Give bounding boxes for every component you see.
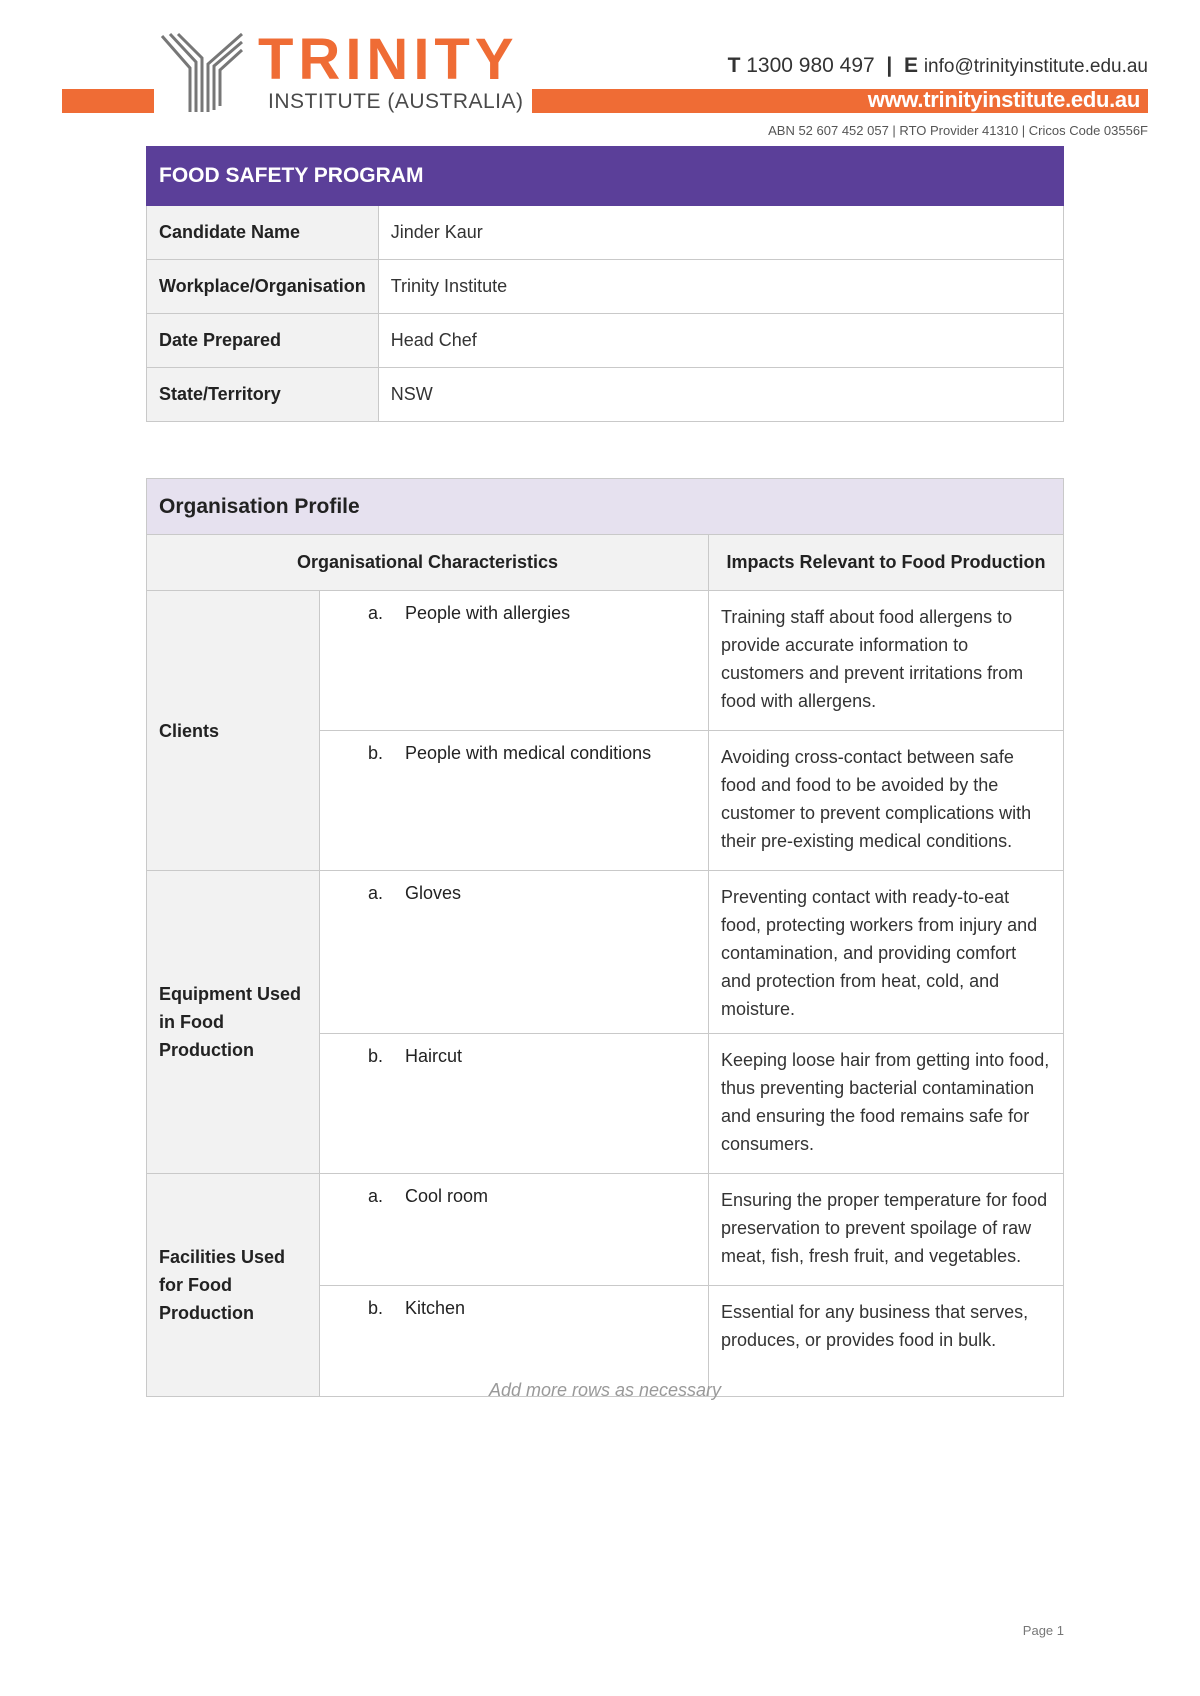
- characteristic-text: Gloves: [405, 883, 462, 903]
- impact-text: Keeping loose hair from getting into food, thus preventing bacterial contamination and ensuring the food remains safe for consumers.: [709, 1034, 1064, 1174]
- group-label: Clients: [147, 591, 320, 871]
- impact-text: Essential for any business that serves, produces, or provides food in bulk.: [709, 1286, 1064, 1397]
- characteristic-item: [320, 871, 709, 1034]
- workplace-value: Trinity Institute: [378, 260, 1063, 314]
- characteristic-text: Haircut: [405, 1046, 463, 1066]
- characteristic-item: [320, 1034, 709, 1174]
- list-marker: b.: [368, 1298, 384, 1318]
- field-label: Workplace/Organisation: [147, 260, 379, 314]
- organisation-profile-table: [146, 478, 1064, 1397]
- impact-text: Training staff about food allergens to provide accurate information to customers and prevent irritations from food with allergens.: [709, 591, 1064, 731]
- table-row: [147, 260, 1064, 314]
- logo-subtitle: INSTITUTE (AUSTRALIA): [268, 90, 524, 113]
- date-prepared-value: Head Chef: [378, 314, 1063, 368]
- characteristic-item: [320, 591, 709, 731]
- table-row: [147, 871, 1064, 1034]
- add-rows-note: Add more rows as necessary: [488, 1380, 722, 1400]
- field-label: State/Territory: [147, 368, 379, 422]
- column-header: Organisational Characteristics: [147, 535, 709, 591]
- characteristic-text: Cool room: [405, 1186, 489, 1206]
- list-marker: a.: [368, 1186, 384, 1206]
- candidate-name-value: Jinder Kaur: [378, 206, 1063, 260]
- characteristic-item: [320, 731, 709, 871]
- phone-prefix: T: [727, 54, 741, 77]
- column-header: Impacts Relevant to Food Production: [709, 535, 1064, 591]
- group-label: Facilities Used for Food Production: [147, 1174, 320, 1397]
- table-row: [147, 368, 1064, 422]
- list-marker: b.: [368, 743, 384, 763]
- characteristic-text: People with allergies: [405, 603, 571, 623]
- table-row: [147, 591, 1064, 731]
- impact-text: Preventing contact with ready-to-eat food, protecting workers from injury and contamination, and providing comfort and protection from heat, cold, and moisture.: [709, 871, 1064, 1034]
- list-marker: a.: [368, 603, 384, 623]
- trinity-logo-icon: [160, 32, 244, 116]
- email-prefix: E: [903, 54, 918, 77]
- list-marker: a.: [368, 883, 384, 903]
- contact-line: T 1300 980 497 | E info@trinityinstitute.edu.au: [727, 54, 1148, 77]
- page-number: Page 1: [1022, 1623, 1064, 1638]
- field-label: Date Prepared: [147, 314, 379, 368]
- program-title: FOOD SAFETY PROGRAM: [147, 147, 1064, 206]
- letterhead: [0, 0, 1200, 150]
- state-value: NSW: [378, 368, 1063, 422]
- characteristic-text: People with medical conditions: [405, 743, 652, 763]
- logo-wordmark: TRINITY: [258, 27, 519, 92]
- characteristic-item: [320, 1174, 709, 1286]
- abn-line: ABN 52 607 452 057 | RTO Provider 41310 | Cricos Code 03556F: [768, 123, 1148, 138]
- profile-title: Organisation Profile: [147, 479, 1064, 535]
- impact-text: Avoiding cross-contact between safe food and food to be avoided by the customer to prevent complications with their pre-existing medical conditions.: [709, 731, 1064, 871]
- table-row: [147, 206, 1064, 260]
- field-label: Candidate Name: [147, 206, 379, 260]
- website-link[interactable]: www.trinityinstitute.edu.au: [867, 87, 1140, 112]
- impact-text: Ensuring the proper temperature for food preservation to prevent spoilage of raw meat, fish, fresh fruit, and vegetables.: [709, 1174, 1064, 1286]
- table-row: [147, 314, 1064, 368]
- phone-number: 1300 980 497: [746, 54, 875, 77]
- email-link[interactable]: info@trinityinstitute.edu.au: [923, 56, 1148, 77]
- table-row: [147, 1174, 1064, 1286]
- list-marker: b.: [368, 1046, 384, 1066]
- group-label: Equipment Used in Food Production: [147, 871, 320, 1174]
- program-info-table: [146, 146, 1064, 422]
- characteristic-text: Kitchen: [405, 1298, 466, 1318]
- orange-bar-left: [62, 89, 154, 113]
